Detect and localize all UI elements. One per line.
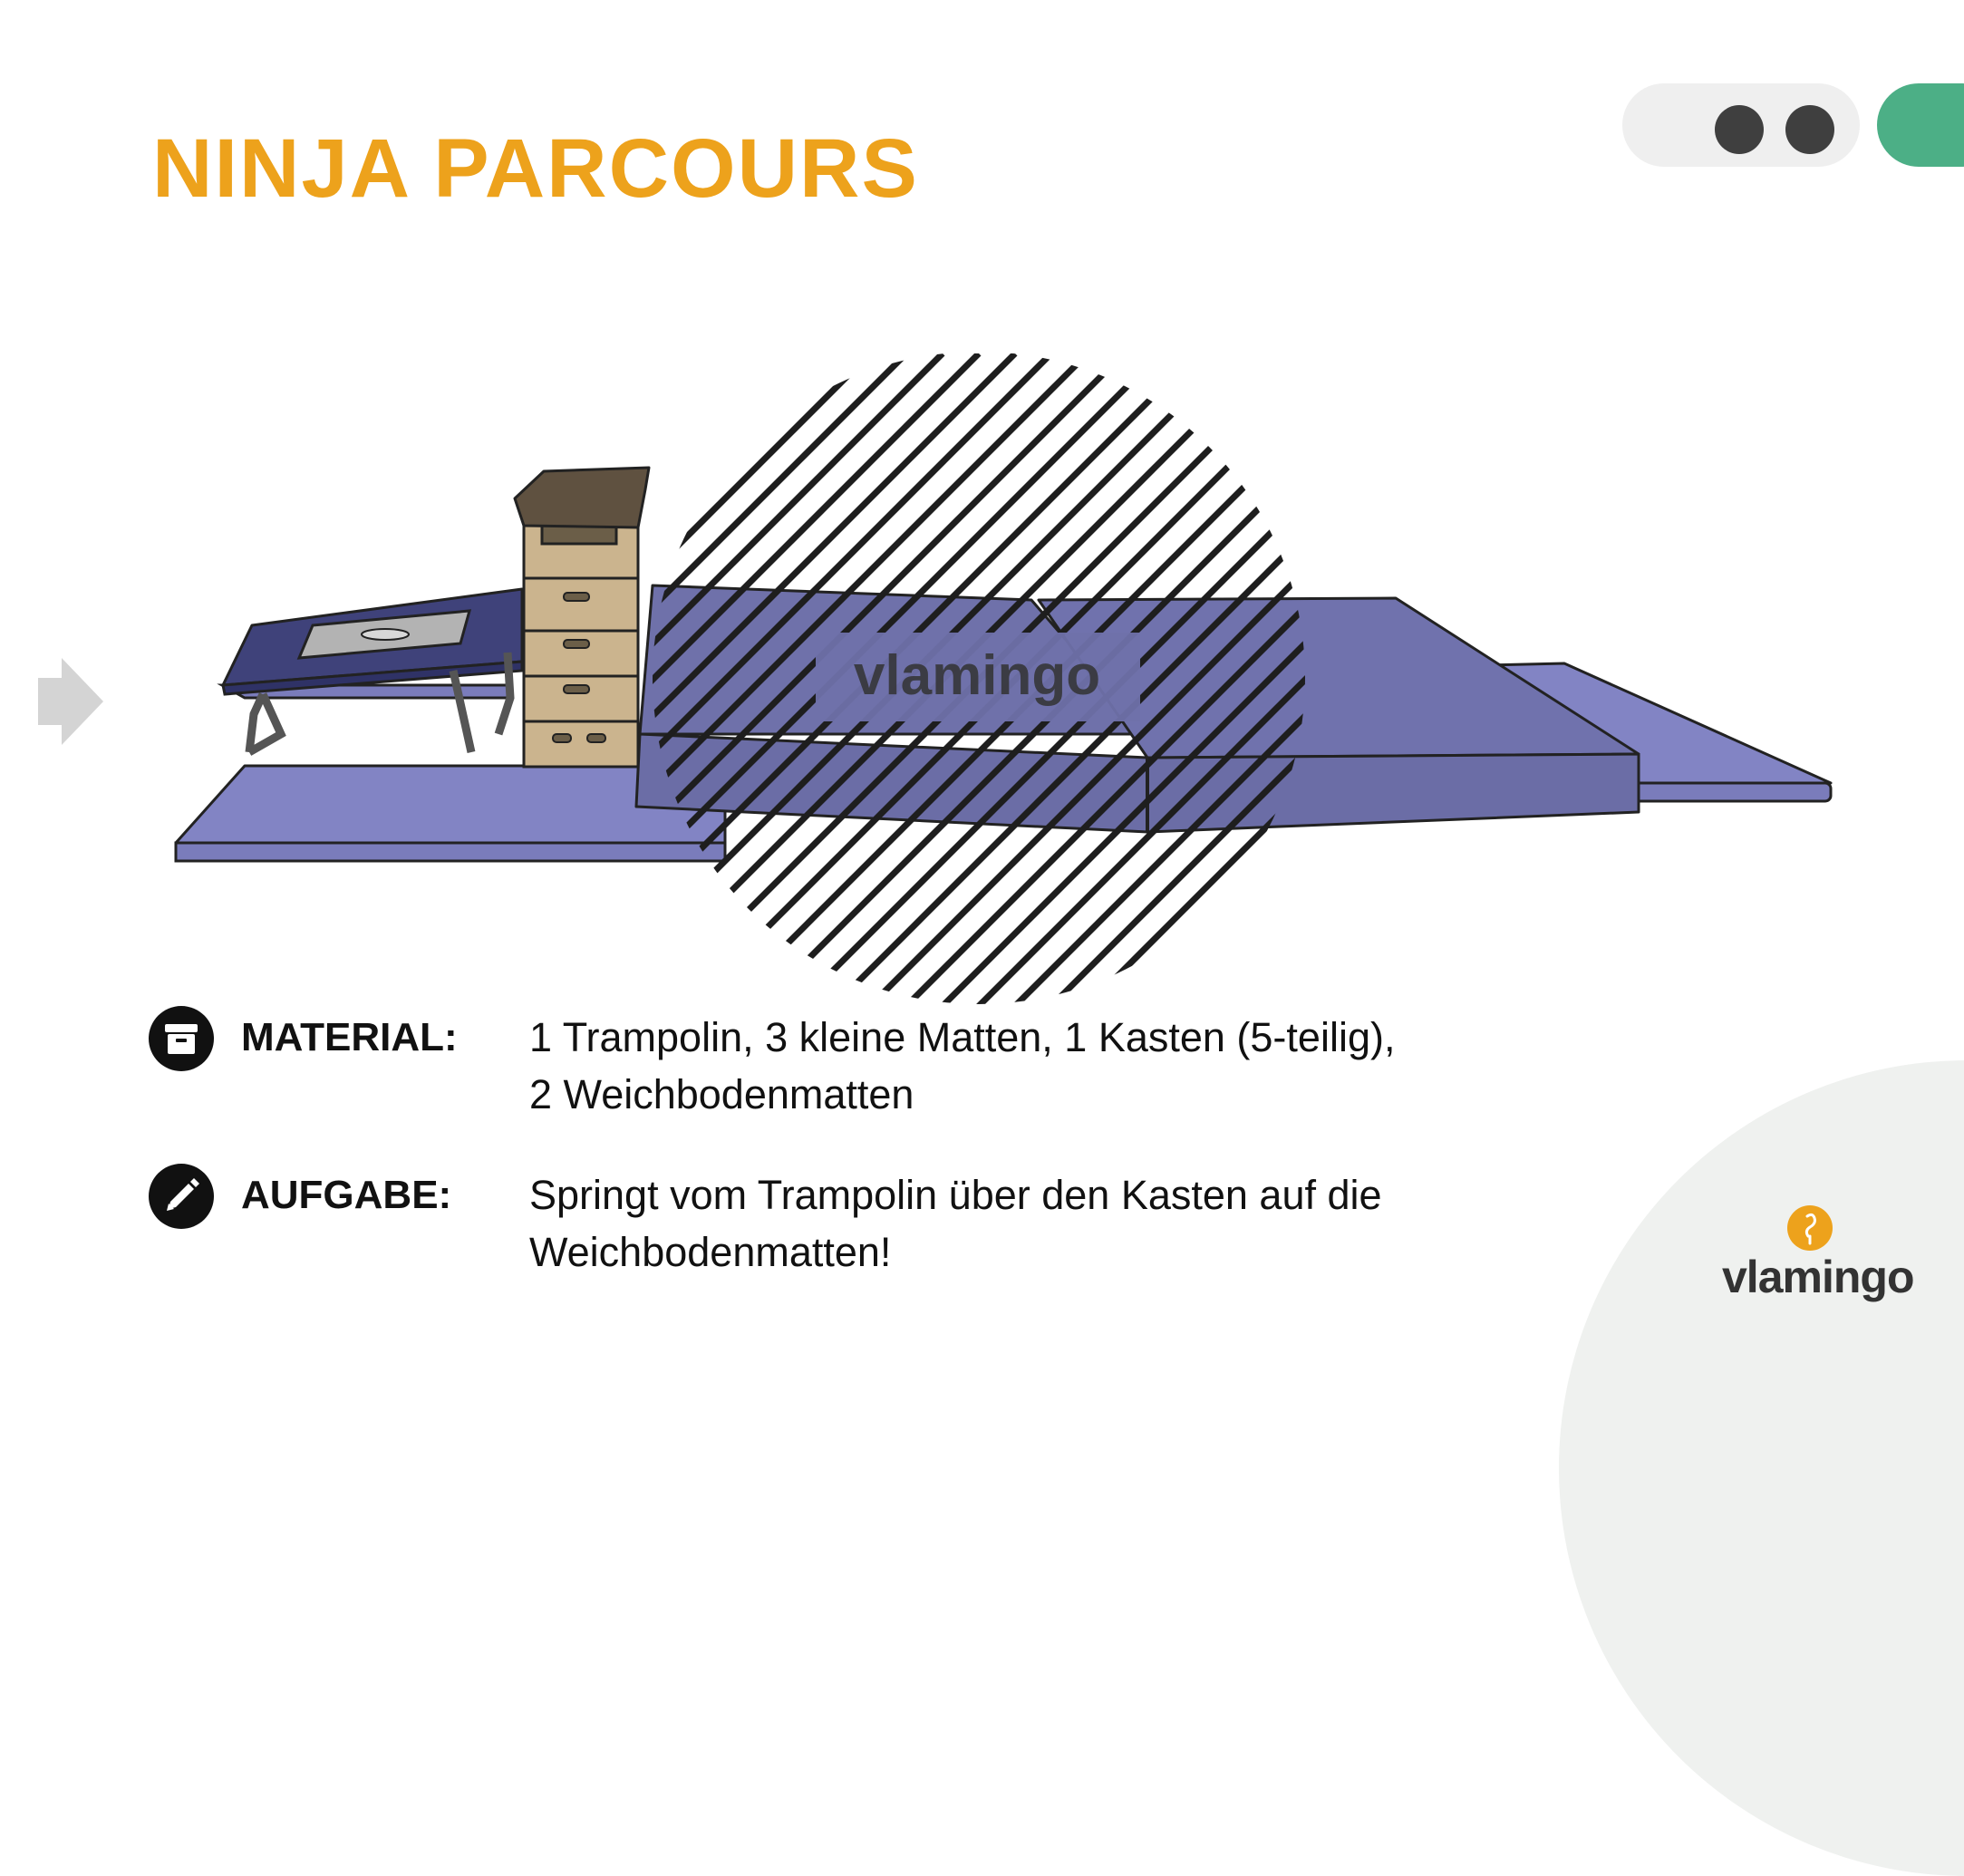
task-line: Springt vom Trampolin über den Kasten auf die	[529, 1172, 1382, 1218]
flamingo-icon	[1787, 1205, 1833, 1251]
task-text	[529, 1166, 1526, 1281]
arrow-right-icon[interactable]	[38, 658, 103, 745]
trampoline	[222, 589, 522, 752]
page-title: NINJA PARCOURS	[152, 122, 919, 215]
material-line: 2 Weichbodenmatten	[529, 1071, 914, 1117]
page-dot[interactable]	[1715, 105, 1764, 154]
parcours-illustration	[163, 353, 1849, 1006]
page-indicator[interactable]	[1622, 83, 1860, 167]
archive-box-icon	[149, 1006, 214, 1071]
material-label: MATERIAL:	[241, 1015, 458, 1059]
material-text	[529, 1009, 1526, 1123]
material-line: 1 Trampolin, 3 kleine Matten, 1 Kasten (5-teilig),	[529, 1014, 1396, 1060]
corner-background-shape	[1559, 1060, 1964, 1876]
watermark-text: vlamingo	[853, 644, 1101, 707]
pencil-icon	[149, 1164, 214, 1229]
task-line: Weichbodenmatten!	[529, 1229, 892, 1275]
vlamingo-logo[interactable]	[1722, 1205, 1914, 1305]
vault-box	[515, 468, 649, 767]
task-label: AUFGABE:	[241, 1173, 452, 1217]
page-dot[interactable]	[1785, 105, 1834, 154]
logo-text: vlamingo	[1722, 1252, 1914, 1302]
green-tab[interactable]	[1877, 83, 1964, 167]
